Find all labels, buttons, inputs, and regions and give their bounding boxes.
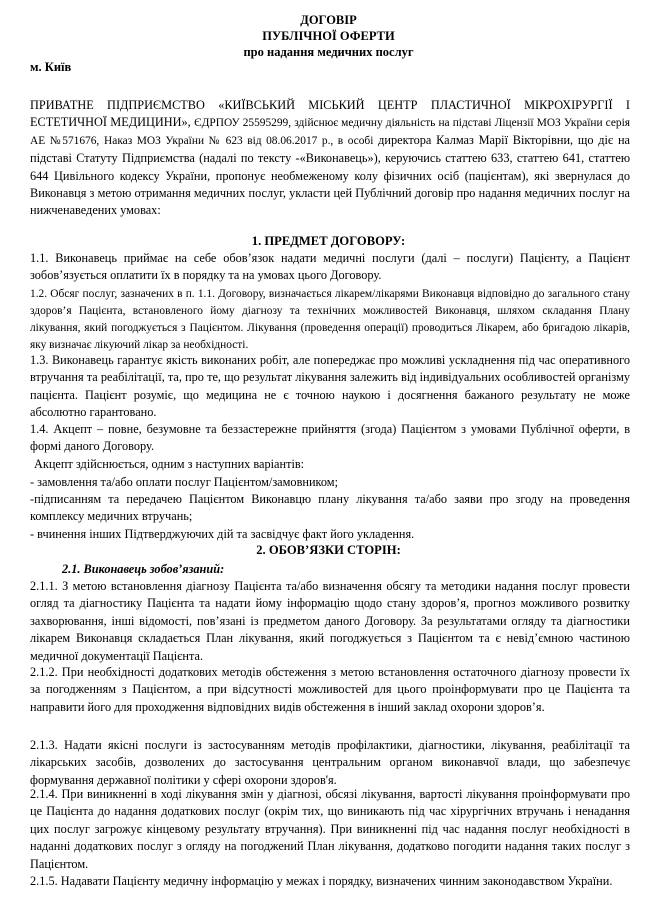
clause-2-1-2: 2.1.2. При необхідності додаткових методів обстеження з метою встановлення остаточного діагнозу провести їх за погодженням з Пацієнтом, а при відсутності можливостей для цього проінформувати про це Пацієнта та направити його для проходження відповідних видів обстеження в інший заклад охорони здоров’я. [30, 665, 630, 714]
document-title: ДОГОВІР [300, 13, 357, 27]
director-clause: директора Калмаз Марії Вікторівни, що діє на підставі Статуту Підприємства (надалі по тексту -«Виконавець»), керуючись статтею 633, статтею 641, статтею 644 Цивільного кодексу України, пропонує необмеженому колу фізичних осіб (пацієнтам), які звернулася до Виконавця з метою отримання медичних послуг, укласти цей Публічний договір про надання медичних послуг на нижченаведених умовах: [30, 133, 630, 218]
accept-option-3: - вчинення інших Підтверджуючих дій та засвідчує факт його укладення. [30, 527, 415, 541]
clause-2-1-3: 2.1.3. Надати якісні послуги із застосуванням методів профілактики, діагностики, лікування, реабілітації та лікарських засобів, дозволених до застосування центральним органом виконавчої влади, що забезпечує формування державної політики у сфері охорони здоров'я. [30, 738, 630, 787]
accept-option-2: -підписанням та передачею Пацієнтом Виконавцю плану лікування та/або заяви про згоду на проведення комплексу медичних втручань; [30, 492, 630, 524]
clause-1-2: 1.2. Обсяг послуг, зазначених в п. 1.1. Договору, визначається лікарем/лікарями Виконавця відповідно до загального стану здоров’я Пацієнта, встановленого йому діагнозу та технічних можливостей Виконавця, шляхом складання Плану лікування, який погоджується з Пацієнтом. Лікування (проведення операції) проводиться Лікарем, або бригадою лікарів, яку визначає лікуючий лікар за необхідності. [30, 288, 630, 351]
city-label: м. Київ [30, 60, 72, 74]
subsection-2-1-heading: 2.1. Виконавець зобов’язаний: [62, 562, 225, 576]
clause-2-1-1: 2.1.1. З метою встановлення діагнозу Пацієнта та/або визначення обсягу та методики надання послуг провести огляд та діагностику Пацієнта та надати йому інформацію щодо стану здоров’я, прогноз можливого розвитку захворювання, інші відомості, пов’язані із предметом даного Договору. За результатами огляду та діагностики лікарем Виконавця складається План лікування, який погоджується з Пацієнтом та є невід’ємною частиною медичної документації Пацієнта. [30, 579, 630, 663]
clause-1-3: 1.3. Виконавець гарантує якість виконаних робіт, але попереджає про можливі ускладнення під час оперативного втручання та реабілітації, та, про те, що результат лікування залежить від індивідуальних особливостей організму пацієнта. Пацієнт розуміє, що медицина не є точною наукою і досягнення бажаного результату не може абсолютно гарантовано. [30, 353, 630, 420]
clause-1-1: 1.1. Виконавець приймає на себе обов’язок надати медичні послуги (далі – послуги) Пацієнту, а Пацієнт зобов’язується оплатити їх в порядку та на умовах цього Договору. [30, 251, 630, 283]
order-reference: Наказ МОЗ України № 623 від 08.06.2017 р., в особі [104, 135, 374, 148]
clause-1-4: 1.4. Акцепт – повне, безумовне та беззастережне прийняття (згода) Пацієнтом з умовами Публічної оферти, в формі даного Договору. [30, 422, 630, 454]
section-1-heading: 1. ПРЕДМЕТ ДОГОВОРУ: [251, 234, 406, 248]
document-subtitle: ПУБЛІЧНОЇ ОФЕРТИ [262, 29, 395, 43]
accept-intro: Акцепт здійснюється, одним з наступних варіантів: [34, 457, 305, 471]
document-topic: про надання медичних послуг [243, 45, 414, 59]
org-registration: ЄДРПОУ 25595299, здійснює медичну діяльність на підставі Ліцензії МОЗ України серія АЕ №571676, [30, 117, 630, 148]
intro-paragraph [30, 97, 630, 220]
section-2-heading: 2. ОБОВ’ЯЗКИ СТОРІН: [256, 543, 401, 557]
clause-2-1-4: 2.1.4. При виникненні в ході лікування змін у діагнозі, обсязі лікування, вартості лікування проінформувати про це Пацієнта до надання додаткових послуг (окрім тих, що виникають під час хірургічних втручань і ненадання цих послуг загрожує кінцевому результату втручання). При виникненні під час надання послуг необхідності в наданні додаткових послуг з огляду на погоджений План лікування, додатково погодити надання таких послуг з Пацієнтом. [30, 787, 630, 871]
org-name: ПРИВАТНЕ ПІДПРИЄМСТВО «КИЇВСЬКИЙ МІСЬКИЙ ЦЕНТР ПЛАСТИЧНОЇ МІКРОХІРУРГІЇ І ЕСТЕТИЧНОЇ МЕДИЦИНИ», [30, 98, 630, 130]
clause-2-1-5: 2.1.5. Надавати Пацієнту медичну інформацію у межах і порядку, визначених чинним законодавством України. [30, 874, 613, 888]
accept-option-1: - замовлення та/або оплати послуг Пацієнтом/замовником; [30, 475, 339, 489]
